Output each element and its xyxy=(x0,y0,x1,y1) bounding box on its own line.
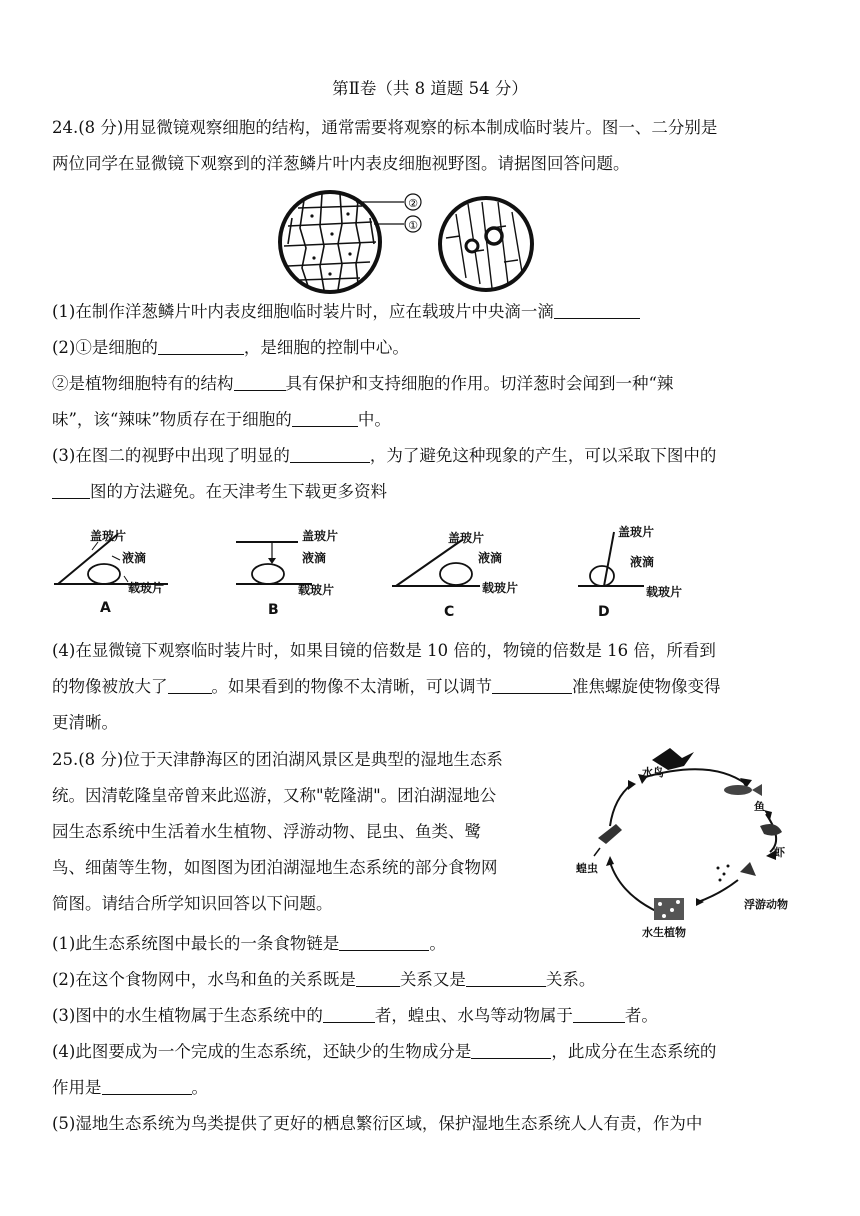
answer-blank[interactable] xyxy=(52,482,90,499)
q25-part3: (3)图中的水生植物属于生态系统中的 者，蝗虫、水鸟等动物属于 者。 xyxy=(52,1006,658,1025)
microscope-view-figure xyxy=(270,188,540,300)
answer-blank[interactable] xyxy=(356,970,400,987)
svg-text:盖玻片: 盖玻片 xyxy=(90,529,127,543)
food-web-figure xyxy=(570,744,810,940)
q24-part2: (2)①是细胞的 ，是细胞的控制中心。 xyxy=(52,338,409,357)
svg-text:D: D xyxy=(598,604,610,620)
q24-part2-line3: 味”，该“辣味”物质存在于细胞的 中。 xyxy=(52,410,391,429)
answer-blank[interactable] xyxy=(339,934,429,951)
answer-blank[interactable] xyxy=(292,410,358,427)
svg-text:液滴: 液滴 xyxy=(478,551,503,565)
q25-part2: (2)在这个食物网中，水鸟和鱼的关系既是 关系又是 关系。 xyxy=(52,970,596,989)
option-d xyxy=(578,524,682,620)
svg-text:蝗虫: 蝗虫 xyxy=(576,862,598,875)
q25-intro-5: 简图。请结合所学知识回答以下问题。 xyxy=(52,894,333,913)
answer-blank[interactable] xyxy=(466,970,546,987)
view-one xyxy=(280,192,404,292)
svg-text:载玻片: 载玻片 xyxy=(128,581,165,595)
answer-blank[interactable] xyxy=(234,374,286,391)
q24-part4-line3: 更清晰。 xyxy=(52,713,118,732)
svg-text:液滴: 液滴 xyxy=(302,551,327,565)
q24-part4: (4)在显微镜下观察临时装片时，如果目镜的倍数是 10 倍的，物镜的倍数是 16 倍，所看到 xyxy=(52,641,716,660)
q25-intro-3: 园生态系统中生活着水生植物、浮游动物、昆虫、鱼类、鹭 xyxy=(52,822,481,841)
svg-text:盖玻片: 盖玻片 xyxy=(618,525,655,539)
q25-part4-line2: 作用是 。 xyxy=(52,1078,208,1097)
svg-text:A: A xyxy=(100,600,111,616)
view-two xyxy=(440,198,532,290)
section-title: 第Ⅱ卷（共 8 道题 54 分） xyxy=(332,79,528,98)
svg-text:B: B xyxy=(268,602,279,618)
answer-blank[interactable] xyxy=(554,302,640,319)
answer-blank[interactable] xyxy=(102,1078,192,1095)
locust-icon xyxy=(594,824,622,856)
answer-blank[interactable] xyxy=(573,1006,625,1023)
svg-text:液滴: 液滴 xyxy=(122,551,147,565)
q24-part1: (1)在制作洋葱鳞片叶内表皮细胞临时装片时，应在载玻片中央滴一滴 xyxy=(52,301,812,323)
q24-part4-line2: 的物像被放大了 。如果看到的物像不太清晰，可以调节 准焦螺旋使物像变得 xyxy=(52,677,721,696)
answer-blank[interactable] xyxy=(471,1042,551,1059)
q25-intro-1: 25.(8 分)位于天津静海区的团泊湖风景区是典型的湿地生态系 xyxy=(52,750,503,769)
svg-text:盖玻片: 盖玻片 xyxy=(302,529,339,543)
option-a xyxy=(54,528,168,616)
svg-text:水鸟: 水鸟 xyxy=(642,766,664,779)
svg-text:①: ① xyxy=(408,219,418,232)
svg-text:盖玻片: 盖玻片 xyxy=(448,531,485,545)
option-b xyxy=(236,528,338,618)
q24-intro-line-1: 24.(8 分)用显微镜观察细胞的结构，通常需要将观察的标本制成临时装片。图一、二分别是 xyxy=(52,118,718,137)
svg-text:载玻片: 载玻片 xyxy=(298,583,335,597)
svg-text:载玻片: 载玻片 xyxy=(646,585,683,599)
q25-part1: (1)此生态系统图中最长的一条食物链是 。 xyxy=(52,934,446,953)
q25-part4: (4)此图要成为一个完成的生态系统，还缺少的生物成分是 ，此成分在生态系统的 xyxy=(52,1042,717,1061)
answer-blank[interactable] xyxy=(323,1006,375,1023)
svg-text:鱼: 鱼 xyxy=(754,800,765,813)
plankton-icon xyxy=(717,862,757,882)
q24-part3-line2: 图的方法避免。在天津考生下载更多资料 xyxy=(52,481,812,503)
cover-slip-options-figure xyxy=(52,520,702,620)
q25-intro-2: 统。因清乾隆皇帝曾来此巡游，又称"乾隆湖"。团泊湖湿地公 xyxy=(52,786,497,805)
svg-text:虾: 虾 xyxy=(774,846,785,859)
svg-text:载玻片: 载玻片 xyxy=(482,581,519,595)
q24-part3: (3)在图二的视野中出现了明显的 ，为了避免这种现象的产生，可以采取下图中的 xyxy=(52,446,717,465)
svg-text:液滴: 液滴 xyxy=(630,555,655,569)
circled-marks xyxy=(405,194,421,232)
q24-intro-line-2: 两位同学在显微镜下观察到的洋葱鳞片叶内表皮细胞视野图。请据图回答问题。 xyxy=(52,154,630,173)
q25-part5: (5)湿地生态系统为鸟类提供了更好的栖息繁衍区域，保护湿地生态系统人人有责，作为中 xyxy=(52,1114,703,1133)
aquatic-plant-icon xyxy=(654,898,684,920)
answer-blank[interactable] xyxy=(158,338,244,355)
svg-text:②: ② xyxy=(408,197,418,210)
svg-text:水生植物: 水生植物 xyxy=(642,926,686,939)
shrimp-icon xyxy=(760,824,782,836)
answer-blank[interactable] xyxy=(168,677,212,694)
q24-part2-line2: ②是植物细胞特有的结构 具有保护和支持细胞的作用。切洋葱时会闻到一种“辣 xyxy=(52,374,674,393)
fish-icon xyxy=(724,784,762,796)
svg-text:浮游动物: 浮游动物 xyxy=(744,898,788,911)
option-c xyxy=(392,530,518,620)
q25-intro-4: 鸟、细菌等生物，如图图为团泊湖湿地生态系统的部分食物网 xyxy=(52,858,498,877)
answer-blank[interactable] xyxy=(290,446,370,463)
svg-text:C: C xyxy=(444,604,455,620)
answer-blank[interactable] xyxy=(492,677,572,694)
